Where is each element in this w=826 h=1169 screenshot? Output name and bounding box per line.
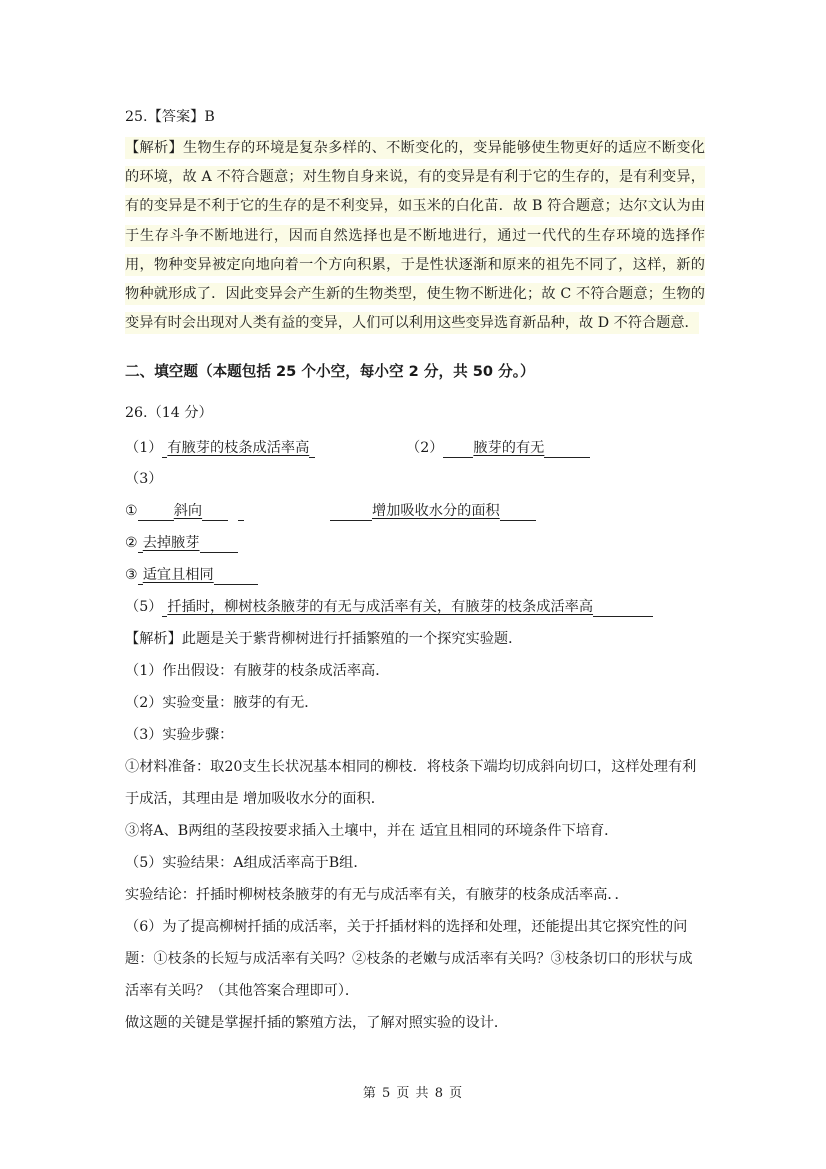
q26-p5: ③将A、B两组的茎段按要求插入土壤中，并在 适宜且相同的环境条件下培育．: [125, 823, 619, 839]
q25-analysis-text: 生物生存的环境是复杂多样的、不断变化的，变异能够使生物更好的适应不断变化的环境，故 A 不符合题意；对生物自身来说，有的变异是有利于它的生存的，是有利变异，有的变异是不利于它的生存的是不利变异，如玉米的白化苗．故 B 符合题意；达尔文认为由于生存斗争不断地进行，因而自然选择也是不断地进行，通过一代代的生存环境的选择作用，物种变异被定向地向着一个方向积累，于是性状逐渐和原来的祖先不同了，这样，新的物种就形成了．因此变异会产生新的生物类型，使生物不断进化；故 C 不符合题意；生物的变异有时会出现对人类有益的变异，人们可以利用这些变异选育新品种，故 D 不符合题意．: [125, 137, 705, 334]
q25-analysis: [125, 134, 705, 338]
q26-a5-label: （5）: [125, 599, 163, 615]
q26-analysis-intro: 此题是关于紫背柳树进行扦插繁殖的一个探究实验题．: [181, 631, 523, 647]
q26-analysis-intro-line: [125, 629, 522, 649]
q26-a2-text: 腋芽的有无: [473, 440, 545, 456]
q26-a1-text: 有腋芽的枝条成活率高: [167, 440, 310, 456]
q26-p1: （1）作出假设：有腋芽的枝条成活率高．: [125, 663, 390, 679]
q25-analysis-label: 【解析】: [125, 137, 183, 159]
q26-analysis-label: 【解析】: [125, 631, 182, 647]
q26-a2-label: （2）: [406, 440, 444, 456]
q25-answer: 25.【答案】B: [125, 109, 215, 125]
q26-a5-text: 扦插时，柳树枝条腋芽的有无与成活率有关，有腋芽的枝条成活率高: [167, 599, 594, 615]
q26-p4b: 于成活，其理由是 增加吸收水分的面积．: [125, 791, 385, 807]
q26-p2: （2）实验变量：腋芽的有无．: [125, 695, 319, 711]
q26-step-1-reason: [330, 501, 536, 521]
q26-a1-label: （1）: [125, 440, 163, 456]
q26-number: 26.（14 分）: [125, 405, 213, 421]
q26-c1-text: 斜向: [173, 503, 203, 519]
q26-p6: （5）实验结果：A组成活率高于B组．: [125, 855, 368, 871]
q26-p4a: ①材料准备：取20支生长状况基本相同的柳枝．将枝条下端均切成斜向切口，这样处理有利: [125, 759, 697, 775]
q26-step-3: [125, 565, 258, 585]
page-footer: 第 5 页 共 8 页: [362, 1086, 464, 1101]
q26-p8c: 活率有关吗？（其他答案合理即可）．: [125, 983, 360, 999]
q26-c1-reason: 增加吸收水分的面积: [372, 503, 500, 519]
q26-c3-text: 适宜且相同: [142, 567, 214, 583]
q26-answer-2: [406, 438, 590, 458]
q26-c2-mark: ②: [125, 535, 138, 551]
q26-c3-mark: ③: [125, 567, 138, 583]
q26-p8a: （6）为了提高柳树扦插的成活率，关于扦插材料的选择和处理，还能提出其它探究性的问: [125, 919, 688, 935]
q26-answer-1: [125, 438, 315, 458]
q26-c2-text: 去掉腋芽: [142, 535, 200, 551]
q26-step-2: [125, 533, 238, 553]
q26-step-1: [125, 501, 244, 521]
q26-p7: 实验结论：扦插时柳树枝条腋芽的有无与成活率有关，有腋芽的枝条成活率高．．: [125, 887, 629, 903]
q26-answer-5: [125, 597, 653, 617]
q26-p9: 做这题的关键是掌握扦插的繁殖方法，了解对照实验的设计．: [125, 1015, 509, 1031]
q26-p8b: 题：①枝条的长短与成活率有关吗？②枝条的老嫩与成活率有关吗？③枝条切口的形状与成: [125, 951, 693, 967]
q26-c1-mark: ①: [125, 503, 138, 519]
section-heading: 二、填空题（本题包括 25 个小空，每小空 2 分，共 50 分。）: [125, 363, 535, 380]
q26-answer-3-label: （3）: [125, 471, 163, 487]
q26-p3: （3）实验步骤：: [125, 727, 234, 743]
